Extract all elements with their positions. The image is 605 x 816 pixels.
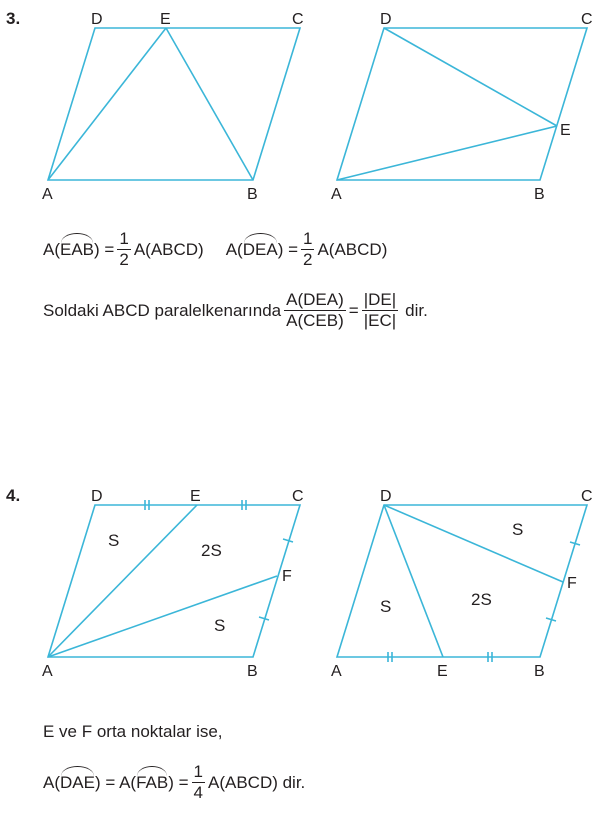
p3-formula2-fraction (301, 229, 314, 270)
p3-left-label-a: A (42, 186, 53, 203)
p3-right-label-d: D (380, 11, 392, 28)
area-label: 2S (201, 541, 222, 560)
p4-left-label-c: C (292, 488, 304, 505)
p4-formula-lead: A( (43, 772, 60, 792)
p4-left-segment-af (48, 576, 277, 657)
p3-formula2-num: 1 (303, 229, 313, 248)
p3-formula2-close: ) = (277, 239, 298, 259)
p3-ratio-equals: = (348, 300, 359, 320)
p3-left-segment-be (166, 28, 253, 180)
p3-formula2-lead: A( (225, 239, 243, 259)
p3-formula1-close: ) = (94, 239, 115, 259)
p4-formula-mid: ) = A( (94, 772, 137, 792)
p3-left-label-d: D (91, 11, 103, 28)
p4-formula-row (43, 762, 305, 803)
p4-number: 4. (6, 486, 21, 505)
p3-formula1-tail: A(ABCD) (133, 239, 204, 259)
p4-right-label-e: E (437, 663, 448, 680)
p3-ratio-fraction-area (284, 290, 346, 331)
p3-left-label-c: C (292, 11, 304, 28)
p3-formula1-lead: A( (43, 239, 60, 259)
p4-right-label-d: D (380, 488, 392, 505)
p3-ratio-den-area: A(CEB) (286, 311, 344, 330)
p3-formula1-num: 1 (119, 229, 129, 248)
p3-formula2-den: 2 (303, 250, 313, 269)
p3-formula1-fraction (117, 229, 130, 270)
p4-right-segment-df (384, 505, 563, 582)
p4-left-label-b: B (247, 663, 258, 680)
p4-right-parallelogram (337, 505, 587, 657)
p4-formula-den: 4 (193, 783, 203, 802)
p4-right-segment-de (384, 505, 443, 657)
p3-number: 3. (6, 9, 21, 28)
p3-right-label-a: A (331, 186, 342, 203)
p4-left-label-d: D (91, 488, 103, 505)
p3-ratio-num-length: |DE| (363, 290, 397, 309)
p3-right-segment-de (384, 28, 557, 126)
area-label: S (108, 531, 120, 550)
p3-right-segment-ae (337, 126, 557, 180)
area-label: S (380, 597, 392, 616)
p3-formula1-hat-angle: EAB (60, 239, 95, 259)
p4-left-label-f: F (282, 568, 292, 585)
p4-right-label-b: B (534, 663, 545, 680)
p3-left-label-e: E (160, 11, 171, 28)
p3-left-segment-ae (48, 28, 166, 180)
p3-right-parallelogram (337, 28, 587, 180)
p3-ratio-num-area: A(DEA) (286, 290, 344, 309)
p3-left-label-b: B (247, 186, 258, 203)
p4-left-label-e: E (190, 488, 201, 505)
p4-formula-num: 1 (193, 762, 203, 781)
p3-formula2-hat-angle: DEA (242, 239, 278, 259)
p3-ratio-tail: dir. (405, 300, 428, 320)
p4-right-label-a: A (331, 663, 342, 680)
p4-formula-hat-angle-2: FAB (136, 772, 169, 792)
p3-right-label-c: C (581, 11, 593, 28)
p3-left-parallelogram (48, 28, 300, 180)
p4-left-segment-ae (48, 505, 197, 657)
p4-formula-fraction (192, 762, 205, 803)
area-label: 2S (471, 590, 492, 609)
p3-formula-row (43, 229, 387, 270)
p3-ratio-text: Soldaki ABCD paralelkenarında (43, 300, 282, 320)
area-label: S (214, 616, 226, 635)
p4-right-label-f: F (567, 575, 577, 592)
p3-formula2-tail: A(ABCD) (317, 239, 388, 259)
area-label: S (512, 520, 524, 539)
p4-right-label-c: C (581, 488, 593, 505)
p4-formula-hat-angle-1: DAE (60, 772, 95, 792)
p3-ratio-den-length: |EC| (363, 311, 397, 330)
p3-ratio-fraction-length (362, 290, 398, 331)
p4-left-label-a: A (42, 663, 53, 680)
p3-formula1-den: 2 (119, 250, 129, 269)
p4-formula-close: ) = (168, 772, 189, 792)
p3-ratio-row (43, 290, 428, 331)
p4-midpoint-text: E ve F orta noktalar ise, (43, 722, 223, 741)
p3-right-label-b: B (534, 186, 545, 203)
p3-right-label-e: E (560, 122, 571, 139)
p4-formula-tail: A(ABCD) dir. (207, 772, 306, 792)
